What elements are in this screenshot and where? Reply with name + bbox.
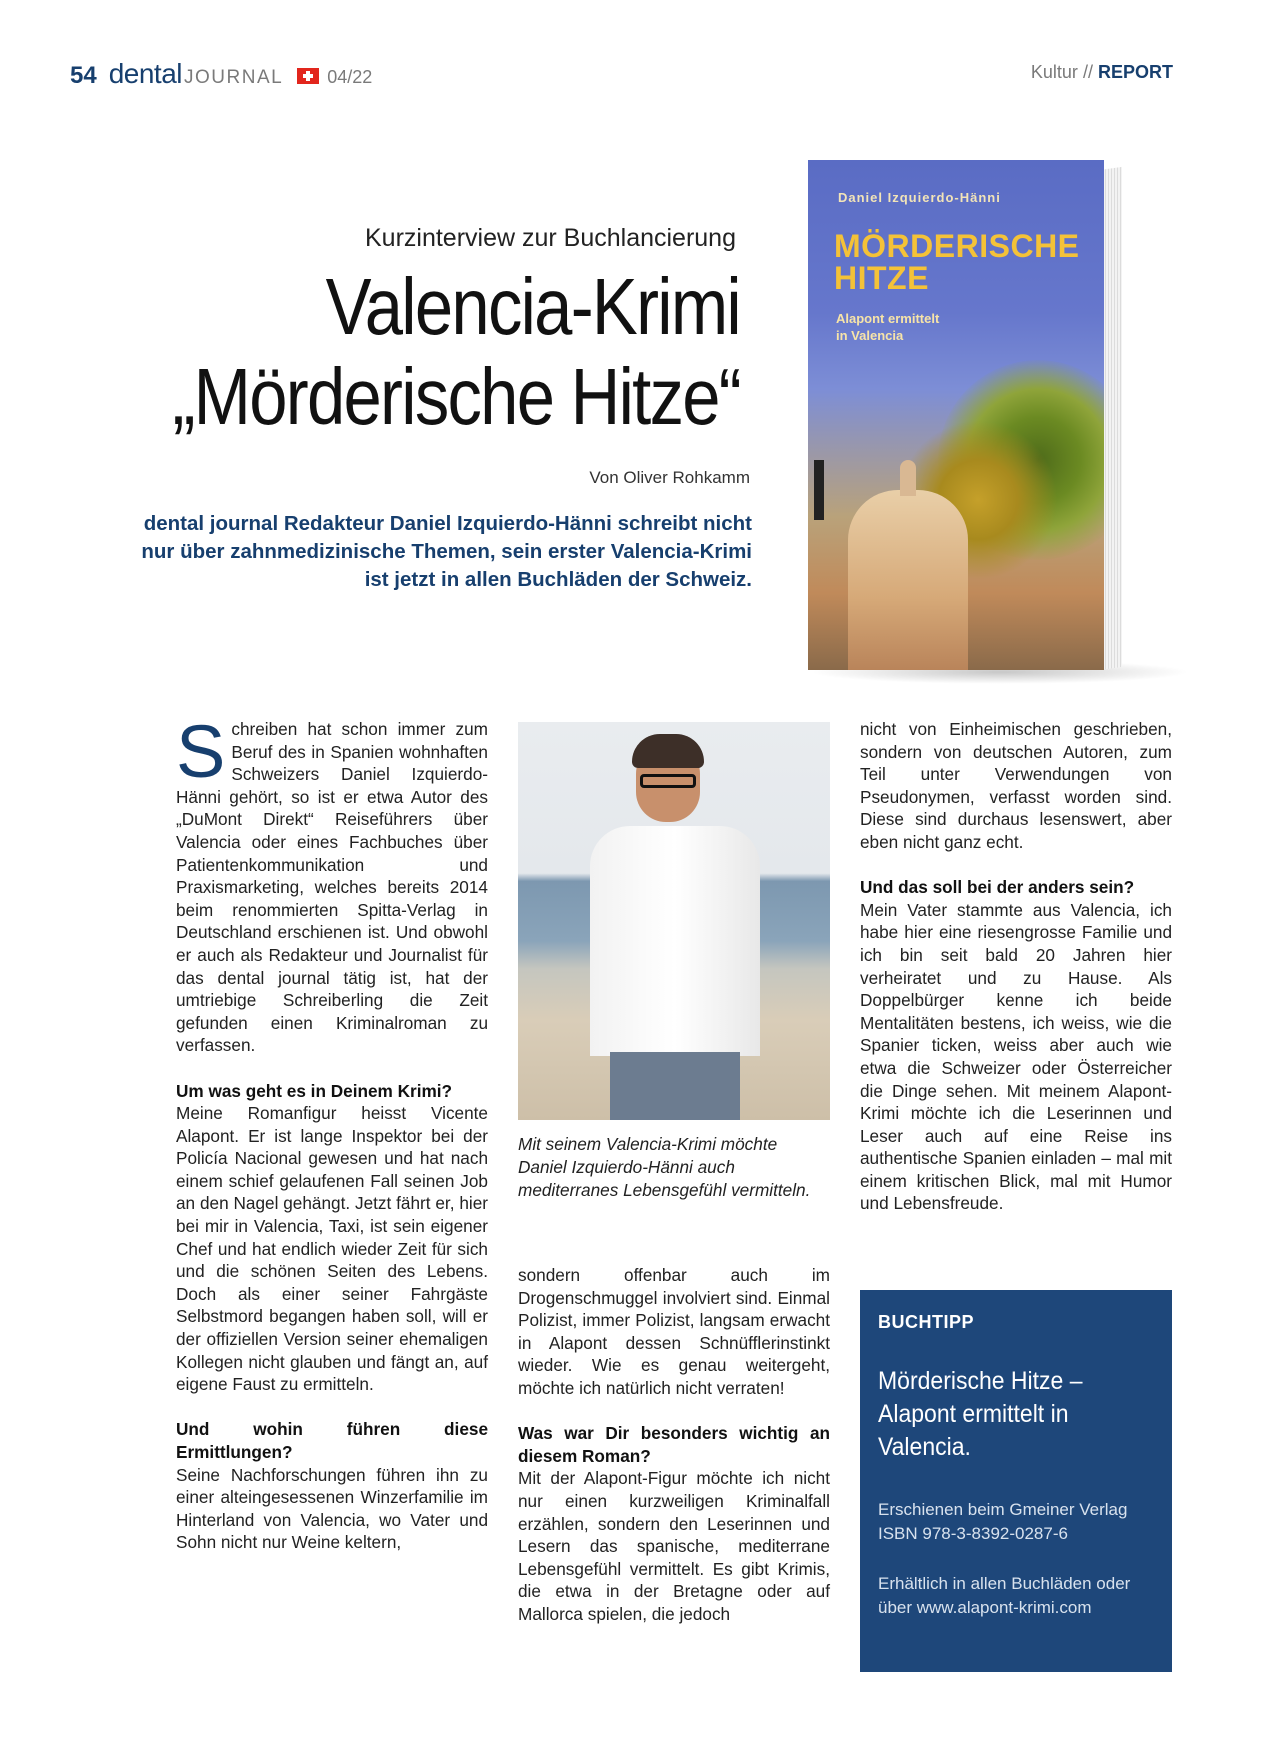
article-byline: Von Oliver Rohkamm [589,468,750,487]
publisher-text: Erschienen beim Gmeiner Verlag [878,1500,1128,1519]
person-jeans [610,1052,740,1120]
answer-3-part-2: nicht von Einheimischen geschrieben, sondern von deutschen Autoren, zum Teil unter Verwendungen von Pseudonymen, verfasst worden sind. Diese sind durchaus lesenswert, aber eben nicht ganz echt. [860,719,1172,852]
page-number: 54 [70,62,97,89]
section-separator: // [1082,62,1093,82]
buchtipp-availability: Erhältlich in allen Buchläden oder über www.alapont-krimi.com [878,1574,1131,1617]
book-author: Daniel Izquierdo-Hänni [838,190,1001,205]
building-illustration [848,490,968,670]
column-3 [860,718,1172,1215]
issue-number: 04/22 [327,67,373,87]
publisher-tag [814,460,824,520]
book-front [808,160,1104,670]
answer-1: Meine Romanfigur heisst Vicente Alapont. Er ist lange Inspektor bei der Policía Nacional gewesen und hat nach einem schief gelaufenen Fall seinen Job an den Nagel gehängt. Jetzt fährt er, hier bei mir in Valencia, Taxi, ist sein eigener Chef und hat endlich wieder Zeit für sich und die schönen Seiten des Lebens. Doch als einer seiner Fahrgäste Selbstmord begangen haben soll, will er der offiziellen Version seiner ehemaligen Kollegen nicht glauben und fängt an, auf eigene Faust zu ermitteln. [176,1103,488,1395]
question-4: Und das soll bei der anders sein? [860,877,1135,898]
book-subtitle-line-2: in Valencia [836,328,904,343]
category-label: REPORT [1097,62,1173,82]
book-title-line-1: MÖRDERISCHE [834,228,1080,264]
logo-journal: JOURNAL [184,67,284,88]
buchtipp-box [860,1290,1172,1672]
photo-caption: Mit seinem Valencia-Krimi möchte Daniel Izquierdo-Hänni auch mediterranes Lebensgefühl vermitteln. [518,1134,811,1200]
author-photo [518,722,830,1120]
intro-paragraph [176,710,488,1057]
question-1: Um was geht es in Deinem Krimi? [176,1080,453,1101]
dropcap: S [176,710,226,793]
logo-dental: dental [108,58,182,89]
isbn-text: ISBN 978-3-8392-0287-6 [878,1524,1068,1543]
question-3: Was war Dir besonders wichtig an diesem Roman? [518,1423,830,1466]
book-subtitle [836,310,939,344]
question-2: Und wohin führen diese Ermittlungen? [176,1419,488,1462]
buchtipp-publisher [878,1498,1154,1546]
column-1 [176,710,488,1554]
title-line-1: Valencia-Krimi [325,262,740,351]
intro-text: chreiben hat schon immer zum Beruf des in Spanien wohnhaften Schweizers Daniel Izquierdo-Hänni gehört, so ist er etwa Autor des „DuMont Direkt“ Reiseführers über Valencia oder eines Fachbuches über Patientenkommunikation und Praxismarketing, welches bereits 2014 beim renommierten Spitta-Verlag in Deutschland erschienen ist. Und obwohl er auch als Redakteur und Journalist für das dental journal tätig ist, hat der umtriebige Schreiberling die Zeit gefunden einen Kriminalroman zu verfassen. [176,719,488,1056]
swiss-flag-icon [297,68,319,84]
answer-3-part-1: Mit der Alapont-Figur möchte ich nicht nur einen kurzweiligen Kriminalfall erzählen, sondern den Leserinnen und Lesern das spanische, mediterrane Lebensgefühl vermittelt. Es gibt Krimis, die etwa in der Bretagne oder auf Mallorca spielen, die jedoch [518,1468,830,1624]
buchtipp-label: BUCHTIPP [878,1312,975,1332]
book-cover-image [800,160,1190,680]
article-lead: dental journal Redakteur Daniel Izquierdo-Hänni schreibt nicht nur über zahnmedizinische Themen, sein erster Valencia-Krimi ist jetzt in allen Buchläden der Schweiz. [141,512,752,591]
header-right [1031,62,1173,83]
article-kicker: Kurzinterview zur Buchlancierung [364,224,736,252]
person-hair [632,734,704,768]
section-label: Kultur [1030,62,1078,82]
answer-2-part-1: Seine Nachforschungen führen ihn zu einer alteingesessenen Winzerfamilie im Hinterland von Valencia, wo Vater und Sohn nicht nur Weine keltern, [176,1464,488,1553]
title-line-2: „Mörderische Hitze“ [172,352,741,441]
article-title [155,262,740,442]
page-header [70,58,1173,88]
answer-2-part-2: sondern offenbar auch im Drogenschmuggel involviert sind. Einmal Polizist, immer Polizist, langsam erwacht in Alapont dessen Schnüfflerinstinkt wieder. Wie es genau weitergeht, möchte ich natürlich nicht verraten! [518,1265,830,1398]
book-subtitle-line-1: Alapont ermittelt [836,311,940,326]
column-2 [518,1264,830,1626]
header-left [70,58,372,90]
answer-4: Mein Vater stammte aus Valencia, ich habe hier eine riesengrosse Familie und ich bin seit bald 20 Jahren hier verheiratet und zu Hause. Als Doppelbürger kenne ich beide Mentalitäten bestens, ich weiss, wie die Spanier ticken, weiss aber auch wie etwa die Schweizer oder Österreicher die Dinge sehen. Mit meinem Alapont-Krimi möchte ich die Leserinnen und Leser auch auf eine Reise ins authentische Spanien einladen – mal mit einem kritischen Blick, mal mit Humor und Lebensfreude. [860,899,1172,1214]
book-title-line-2: HITZE [834,260,929,296]
person-shirt [590,826,760,1056]
buchtipp-title: Mörderische Hitze – Alapont ermittelt in Valencia. [878,1367,1083,1461]
glasses-icon [640,774,696,788]
book-title [834,230,1080,294]
